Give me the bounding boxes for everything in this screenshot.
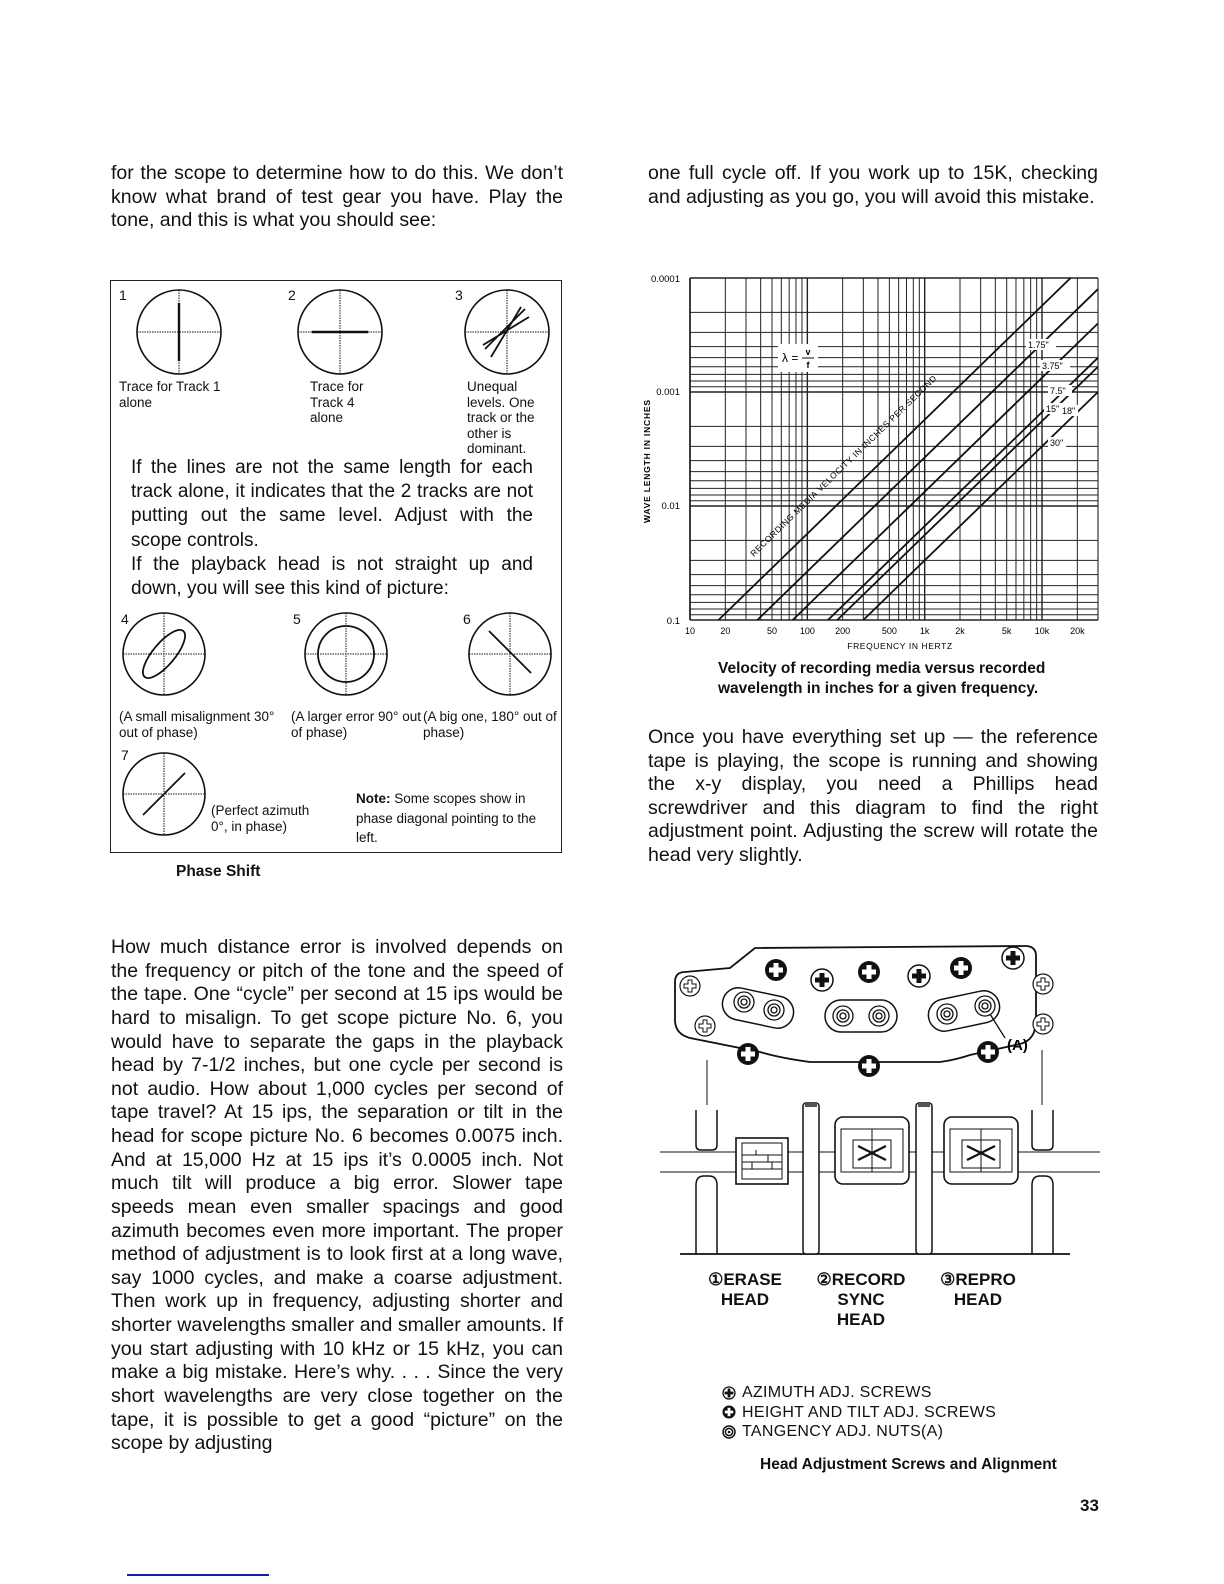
scope-label: Trace for Track 4 alone	[310, 379, 364, 425]
scope-label: (Perfect azimuth 0°, in phase)	[211, 803, 310, 834]
legend-label: TANGENCY ADJ. NUTS(A)	[742, 1423, 944, 1440]
phase-figure-text	[131, 456, 533, 601]
azimuth-screw-icon[interactable]	[908, 965, 930, 987]
y-tick: 0.001	[656, 387, 680, 398]
scope-trace-unequal-icon	[463, 287, 551, 377]
velocity-line	[828, 358, 1098, 620]
intro-text-right: one full cycle off. If you work up to 15K, checking and adjusting as you go, you will avoid this mistake.	[648, 162, 1098, 208]
intro-text: for the scope to determine how to do this. We don’t know what brand of test gear you have. Play the tone, and this is what you should see:	[111, 162, 563, 232]
head-label-erase	[700, 1270, 790, 1310]
height-tilt-screw-icon[interactable]	[737, 1043, 759, 1065]
legend-item-height-tilt	[722, 1403, 1082, 1423]
note-text: Some scopes show in phase diagonal pointing to the left.	[356, 791, 537, 845]
legend-label: HEIGHT AND TILT ADJ. SCREWS	[742, 1403, 997, 1421]
y-tick: 0.0001	[650, 274, 680, 285]
footer-rule	[127, 1574, 269, 1576]
setup-text: Once you have everything set up — the reference tape is playing, the scope is running and showing the x-y display, you need a Phillips head screwdriver and this diagram to find the right adjustment point. Adjusting the screw will rotate the head very slightly.	[648, 726, 1098, 866]
page-number: 33	[1080, 1496, 1099, 1515]
height-tilt-screw-icon[interactable]	[765, 959, 787, 981]
head-marker: ②	[816, 1270, 832, 1289]
head-label-record	[806, 1270, 916, 1330]
playback-paragraph: If the playback head is not straight up and down, you will see this kind of picture:	[131, 553, 533, 600]
scope-label: Unequal levels. One track or the other is dominant.	[467, 379, 535, 456]
y-axis-label: WAVE LENGTH IN INCHES	[642, 399, 652, 523]
series-label: 18"	[1062, 406, 1076, 416]
chart-caption: Velocity of recording media versus recorded wavelength in inches for a given frequency.	[718, 660, 1046, 697]
screw-legend	[722, 1383, 1082, 1442]
head-labels	[700, 1270, 1030, 1335]
x-axis-label: FREQUENCY IN HERTZ	[847, 641, 953, 651]
scope-number: 6	[463, 611, 471, 627]
body-text: How much distance error is involved depends on the frequency or pitch of the tone and the speed of the tape. One “cycle” per second at 15 ips would be hard to misalign. To get scope picture No. 6, you would have to separate the gaps in the playback head by 7-1/2 inches, but one cycle per second is not audio. How about 1,000 cycles per second of tape travel? At 15 ips, the separation or tilt in the head for scope picture No. 6 becomes 0.0075 inch. And at 15,000 Hz at 15 ips it’s 0.0005 inch. Not much tilt will produce a big error. Slower tape speeds mean even smaller spacings and good azimuth becomes even more important. The proper method of adjustment is to look first at a long wave, say 1000 cycles, and make a coarse adjustment. Then work up in frequency, adjusting shorter and shorter wavelengths smaller and smaller amounts. If you start adjusting with 10 kHz or 15 kHz, you can make a big mistake. Here’s why. . . . Since the very short wavelengths are very close together on the tape, it is possible to get a good “picture” on the scope by adjusting	[111, 936, 563, 1455]
head-sync: SYNC	[837, 1290, 885, 1309]
series-label: 30"	[1050, 438, 1064, 448]
formula-v: v	[805, 347, 811, 357]
head-name: REPRO	[955, 1270, 1016, 1289]
series-label: 15"	[1046, 404, 1060, 414]
head-adjustment-diagram	[660, 940, 1100, 1260]
intro-paragraph-left	[111, 162, 563, 233]
scope-trace-horizontal-icon	[296, 287, 384, 377]
head-word: HEAD	[720, 1290, 770, 1309]
series-label: 7.5"	[1050, 386, 1066, 396]
scope-label: (A larger error 90° out of phase)	[291, 709, 421, 740]
x-tick: 20k	[1070, 626, 1085, 636]
head-diagram-caption: Head Adjustment Screws and Alignment	[760, 1456, 1057, 1473]
legend-label: AZIMUTH ADJ. SCREWS	[742, 1384, 932, 1401]
height-tilt-screw-icon	[722, 1405, 736, 1419]
scope-number: 1	[119, 287, 127, 303]
scope-number: 2	[288, 287, 296, 303]
height-tilt-screw-icon[interactable]	[977, 1041, 999, 1063]
scope-trace-left-diagonal-icon	[467, 611, 553, 697]
head-name: ERASE	[723, 1270, 782, 1289]
scope-trace-vertical-icon	[135, 287, 223, 377]
x-tick: 10	[684, 626, 696, 636]
scope-trace-right-diagonal-icon	[121, 751, 207, 837]
y-tick: 0.01	[661, 501, 680, 512]
note-label: Note:	[356, 791, 391, 806]
x-tick: 20	[720, 626, 731, 636]
height-tilt-screw-icon[interactable]	[858, 1055, 880, 1077]
body-paragraph-left	[111, 936, 563, 1456]
azimuth-screw-icon[interactable]	[1002, 947, 1024, 969]
scope-label: (A small misalignment 30° out of phase)	[119, 709, 275, 740]
intro-paragraph-right	[648, 162, 1098, 209]
scope-number: 4	[121, 611, 129, 627]
formula-f: f	[806, 360, 810, 370]
height-tilt-screw-icon[interactable]	[950, 957, 972, 979]
legend-item-azimuth	[722, 1383, 1082, 1403]
scope-number: 3	[455, 287, 463, 303]
x-tick: 2k	[955, 626, 965, 636]
formula-lambda: λ =	[782, 351, 799, 365]
mounting-screw-icon	[1033, 1014, 1053, 1034]
scope-trace-circle-icon	[303, 611, 389, 697]
phase-shift-caption: Phase Shift	[176, 863, 261, 880]
scope-note	[356, 789, 556, 848]
azimuth-screw-icon[interactable]	[811, 969, 833, 991]
head-label-repro	[928, 1270, 1028, 1310]
head-marker: ③	[940, 1270, 956, 1289]
scope-number: 5	[293, 611, 301, 627]
series-label: 1.75"	[1028, 340, 1049, 350]
setup-paragraph	[648, 726, 1098, 868]
azimuth-screw-icon	[722, 1386, 736, 1400]
scope-number: 7	[121, 747, 129, 763]
x-tick: 10k	[1034, 626, 1050, 636]
x-tick: 500	[881, 626, 897, 636]
head-word: HEAD	[953, 1290, 1003, 1309]
callout-a: (A)	[1007, 1037, 1028, 1054]
scope-label: Trace for Track 1 alone	[119, 379, 221, 410]
head-marker: ①	[708, 1270, 724, 1289]
y-tick: 0.1	[666, 616, 680, 627]
x-tick: 100	[799, 626, 815, 636]
mounting-screw-icon	[1033, 974, 1053, 994]
x-tick: 5k	[1001, 626, 1012, 636]
mounting-screw-icon	[680, 976, 700, 996]
head-assembly-drawing	[660, 940, 1100, 1260]
levels-paragraph: If the lines are not the same length for each track alone, it indicates that the 2 tracks are not putting out the same level. Adjust with the scope controls.	[131, 457, 533, 551]
legend-item-tangency	[722, 1422, 1082, 1442]
velocity-line	[719, 278, 1071, 620]
head-word: HEAD	[836, 1310, 886, 1329]
wavelength-chart-plot	[630, 268, 1110, 660]
x-tick: 50	[767, 626, 778, 636]
velocity-line	[757, 289, 1098, 620]
height-tilt-screw-icon[interactable]	[858, 961, 880, 983]
scope-label: (A big one, 180° out of phase)	[423, 709, 557, 740]
tangency-nut-icon	[722, 1425, 736, 1439]
wavelength-chart	[630, 268, 1110, 660]
x-tick: 1k	[919, 626, 930, 636]
series-label: 3.75"	[1042, 361, 1063, 371]
mounting-screw-icon	[695, 1016, 715, 1036]
x-tick: 200	[835, 626, 851, 636]
phase-shift-figure	[110, 280, 562, 853]
diagonal-velocity-label: RECORDING MEDIA VELOCITY IN INCHES PER SECOND	[748, 372, 939, 559]
head-name: RECORD	[831, 1270, 906, 1289]
scope-trace-ellipse-icon	[121, 611, 207, 697]
